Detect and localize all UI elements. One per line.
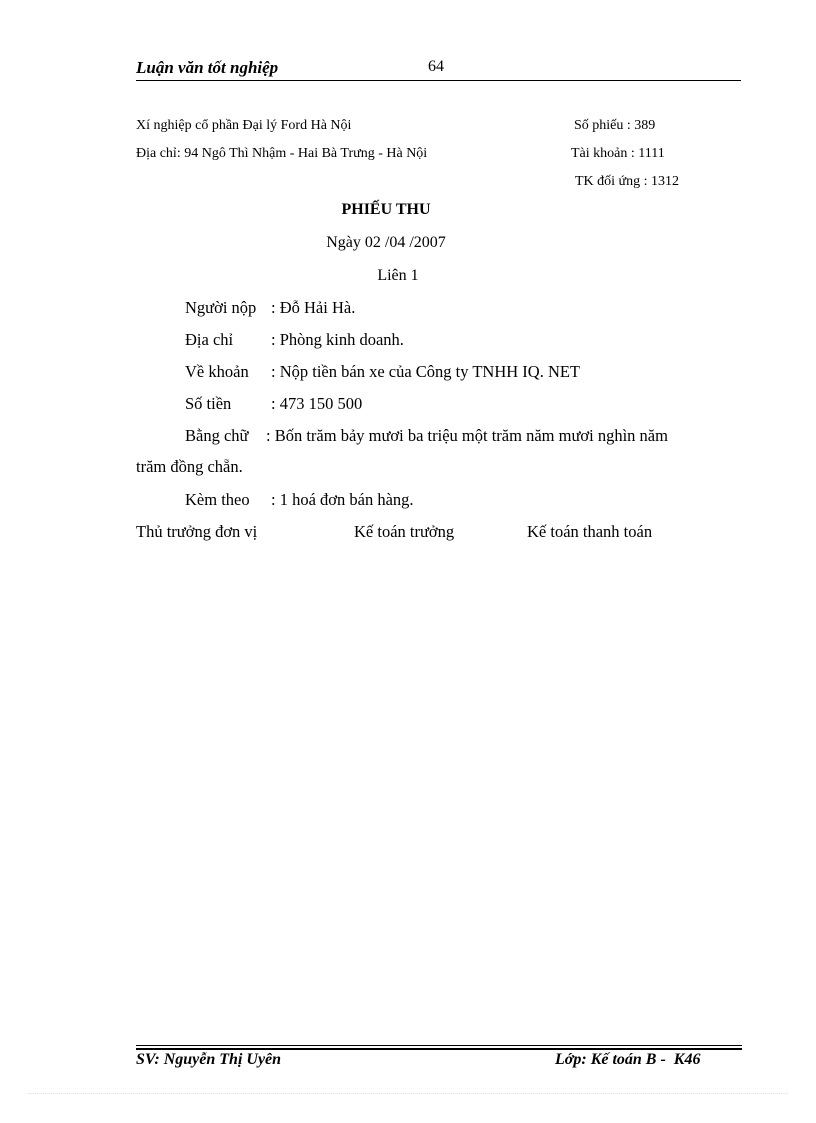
field-label: Địa chỉ — [185, 330, 234, 349]
footer-class: Lớp: Kế toán B - K46 — [555, 1051, 701, 1068]
company-name: Xí nghiệp cổ phần Đại lý Ford Hà Nội — [136, 118, 352, 133]
page-number: 64 — [428, 58, 444, 75]
field-value: : Bốn trăm bảy mươi ba triệu một trăm năm mươi nghìn năm — [266, 426, 668, 445]
page-bottom-dotted-line — [28, 1093, 788, 1094]
document-title: PHIẾU THU — [341, 201, 431, 218]
account-number: Tài khoản : 1111 — [571, 146, 665, 161]
thesis-title: Luận văn tốt nghiệp — [136, 58, 279, 77]
field-label: Số tiền — [185, 394, 232, 413]
field-label: Người nộp — [185, 298, 257, 317]
signature-payment-accountant: Kế toán thanh toán — [527, 522, 653, 541]
header-rule — [136, 80, 741, 81]
document-copy: Liên 1 — [377, 267, 419, 284]
contra-account: TK đối ứng : 1312 — [575, 174, 680, 189]
signature-chief-accountant: Kế toán trưởng — [354, 522, 455, 541]
company-address: Địa chỉ: 94 Ngô Thì Nhậm - Hai Bà Trưng - Hà Nội — [136, 146, 428, 161]
field-label: Về khoản — [185, 362, 249, 381]
footer-student: SV: Nguyễn Thị Uyên — [136, 1051, 282, 1068]
signature-head-of-unit: Thủ trưởng đơn vị — [136, 522, 258, 541]
footer-rule-thick — [136, 1048, 742, 1050]
amount-words-continued: trăm đồng chẵn. — [136, 457, 243, 476]
document-date: Ngày 02 /04 /2007 — [326, 234, 446, 251]
field-value: : Phòng kinh doanh. — [271, 330, 404, 349]
field-label: Bằng chữ — [185, 426, 249, 445]
voucher-number: Số phiếu : 389 — [574, 118, 656, 133]
footer-rule-thin — [136, 1045, 742, 1046]
field-value: : 473 150 500 — [271, 394, 363, 413]
field-value: : Nộp tiền bán xe của Công ty TNHH IQ. NET — [271, 362, 581, 381]
field-label: Kèm theo — [185, 490, 250, 509]
field-value: : Đỗ Hải Hà. — [271, 298, 356, 317]
field-value: : 1 hoá đơn bán hàng. — [271, 490, 414, 509]
